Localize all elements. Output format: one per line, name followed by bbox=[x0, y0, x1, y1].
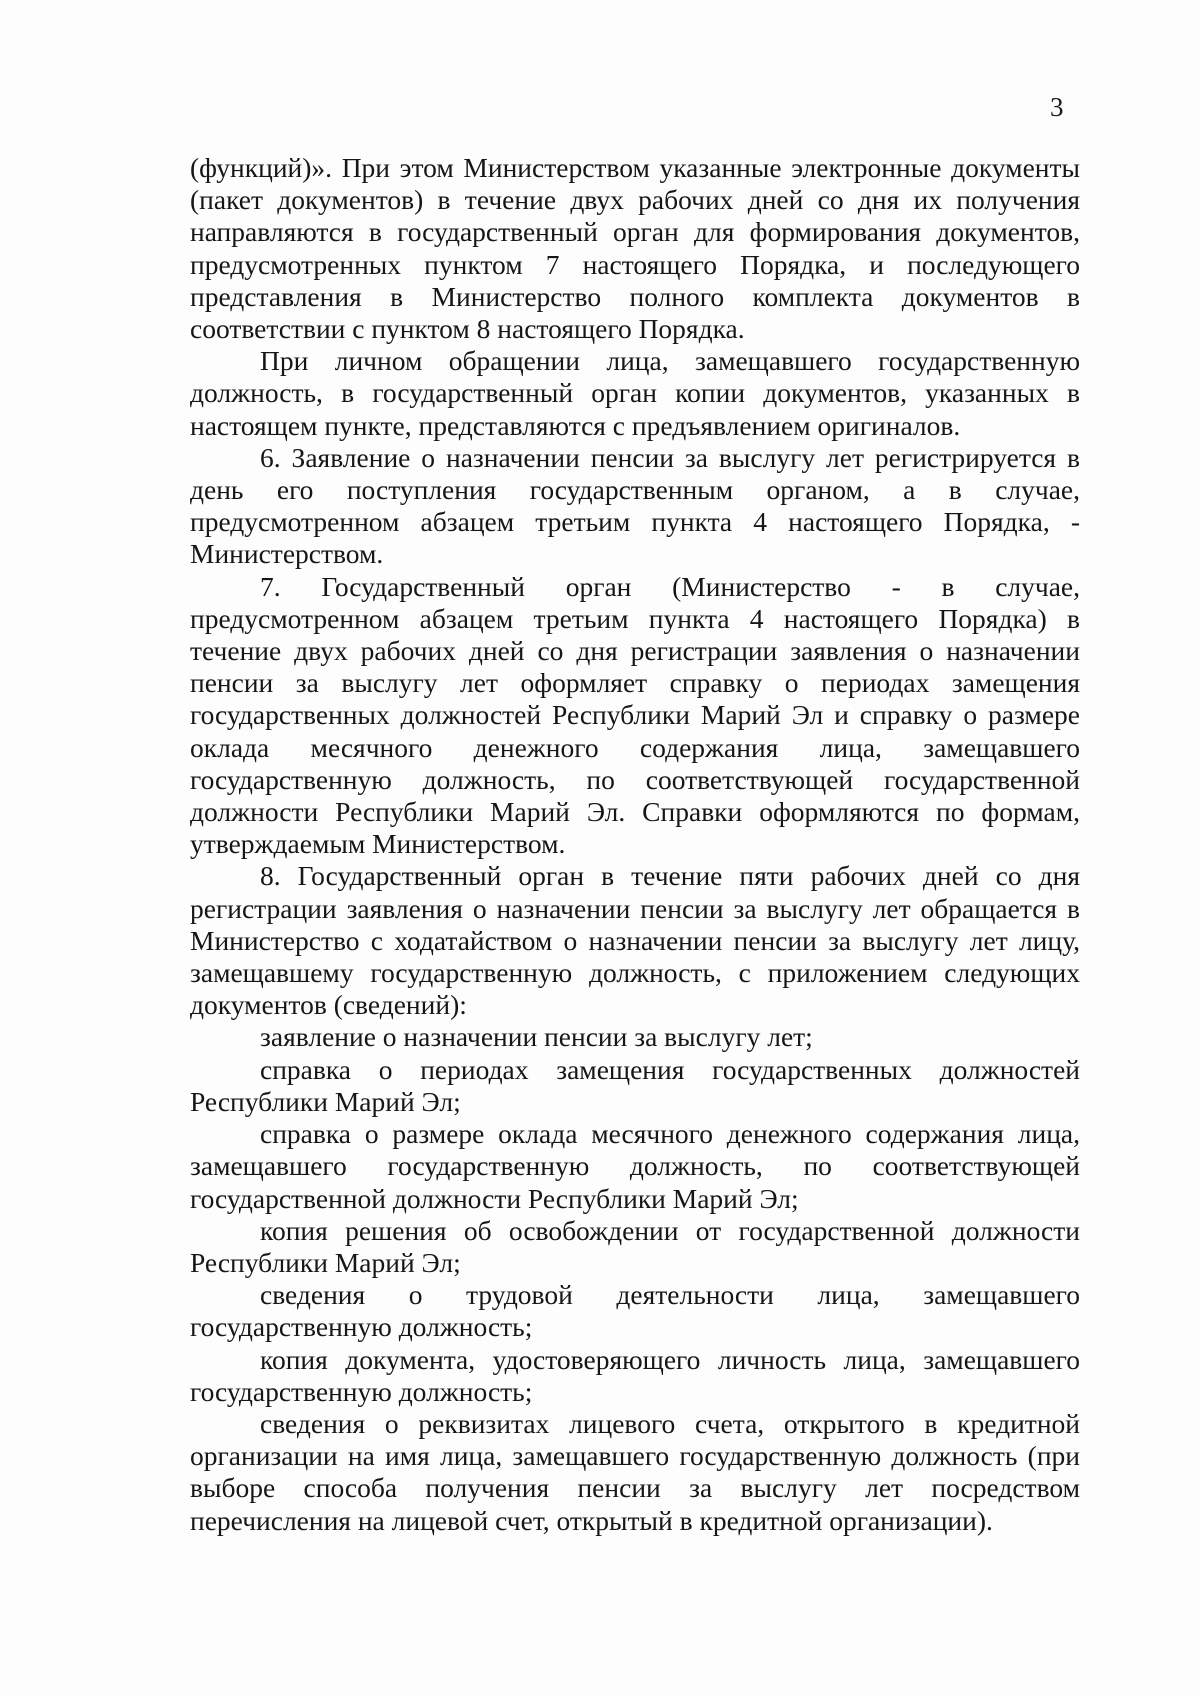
paragraph-continuation: (функций)». При этом Министерством указанные электронные документы (пакет документов) в течение двух рабочих дней со дня их получения направляются в государственный орган для формирования документов, предусмотренных пунктом 7 настоящего Порядка, и последующего представления в Министерство полного комплекта документов в соответствии с пунктом 8 настоящего Порядка. bbox=[190, 152, 1080, 345]
paragraph-item-6: 6. Заявление о назначении пенсии за выслугу лет регистрируется в день его поступления государственным органом, а в случае, предусмотренном абзацем третьим пункта 4 настоящего Порядка, - Министерством. bbox=[190, 441, 1080, 570]
paragraph: При личном обращении лица, замещавшего государственную должность, в государственный орган копии документов, указанных в настоящем пункте, представляются с предъявлением оригиналов. bbox=[190, 345, 1080, 441]
paragraph-item-8: 8. Государственный орган в течение пяти рабочих дней со дня регистрации заявления о назначении пенсии за выслугу лет обращается в Министерство с ходатайством о назначении пенсии за выслугу лет лицу, замещавшему государственную должность, с приложением следующих документов (сведений): bbox=[190, 860, 1080, 1021]
list-item: справка о размере оклада месячного денежного содержания лица, замещавшего государственную должность, по соответствующей государственной должности Республики Марий Эл; bbox=[190, 1118, 1080, 1214]
list-item: копия документа, удостоверяющего личность лица, замещавшего государственную должность; bbox=[190, 1343, 1080, 1407]
paragraph-item-7: 7. Государственный орган (Министерство - в случае, предусмотренном абзацем третьим пункта 4 настоящего Порядка) в течение двух рабочих дней со дня регистрации заявления о назначении пенсии за выслугу лет оформляет справку о периодах замещения государственных должностей Республики Марий Эл и справку о размере оклада месячного денежного содержания лица, замещавшего государственную должность, по соответствующей государственной должности Республики Марий Эл. Справки оформляются по формам, утверждаемым Министерством. bbox=[190, 570, 1080, 860]
page-number: 3 bbox=[1050, 92, 1064, 122]
list-item: копия решения об освобождении от государственной должности Республики Марий Эл; bbox=[190, 1214, 1080, 1278]
list-item: сведения о реквизитах лицевого счета, открытого в кредитной организации на имя лица, замещавшего государственную должность (при выборе способа получения пенсии за выслугу лет посредством перечисления на лицевой счет, открытый в кредитной организации). bbox=[190, 1407, 1080, 1536]
list-item: сведения о трудовой деятельности лица, замещавшего государственную должность; bbox=[190, 1279, 1080, 1343]
list-item: заявление о назначении пенсии за выслугу лет; bbox=[260, 1021, 813, 1053]
list-item: справка о периодах замещения государственных должностей Республики Марий Эл; bbox=[190, 1053, 1080, 1117]
document-body bbox=[190, 152, 1080, 1537]
